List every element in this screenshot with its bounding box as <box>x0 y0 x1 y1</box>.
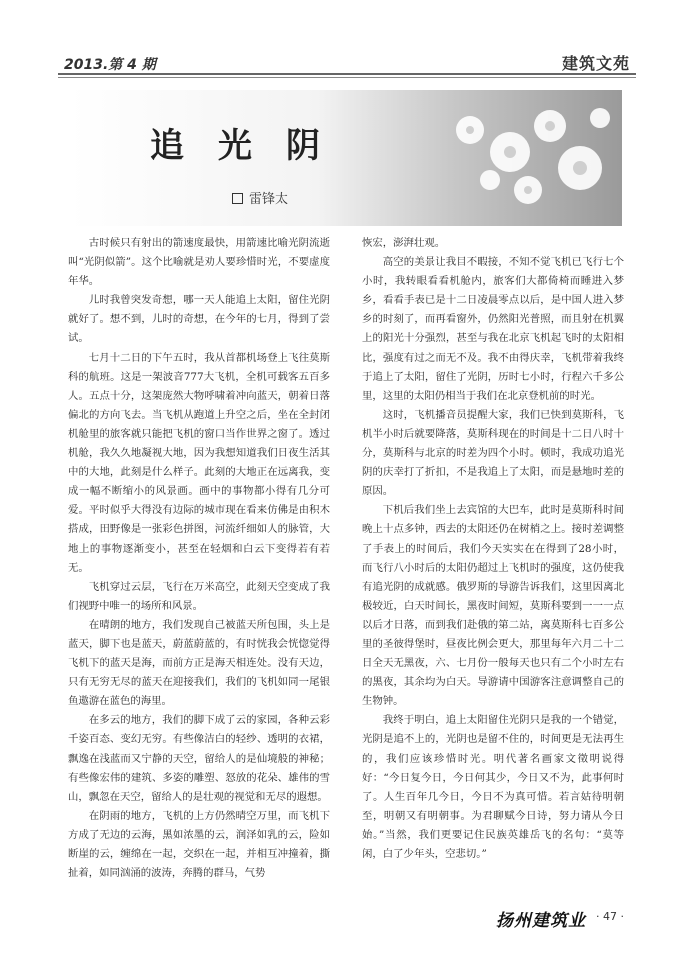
paragraph: 高空的美景让我目不暇接，不知不觉飞机已飞行七个小时，我转眼看看机舱内，旅客们大都倚椅而睡进入梦乡，看看手表已是十二日凌晨零点以后，是中国人进入梦乡的时刻了，而再看窗外，仍然阳光普照，而且射在机翼上的阳光十分强烈，甚至与我在北京飞机起飞时的太阳相比，强度有过之而无不及。我不由得庆幸，飞机带着我终于追上了太阳，留住了光阴，历时七小时，行程六千多公里，这里的太阳仍相当于我们在北京登机前的时光。 <box>362 256 624 402</box>
square-marker-icon <box>232 193 243 204</box>
issue-label: 2013.第 4 期 <box>64 57 156 73</box>
paragraph-continuation: 恢宏，澎湃壮观。 <box>362 237 446 249</box>
right-column <box>362 234 624 864</box>
masthead-logo: 扬州建筑业 <box>496 911 586 931</box>
paragraph: 七月十二日的下午五时，我从首都机场登上飞往莫斯科的航班。这是一架波音777大飞机，全机可载客五百多人。五点十分，这架庞然大物呼啸着冲向蓝天，朝着日落偏北的方向飞去。当飞机从跑道上升空之后，坐在全封闭机舱里的旅客就只能把飞机的窗口当作世界之窗了。透过机舱，我久久地凝视大地，因为我想知道我们日夜生活其中的大地，此刻是什么样子。此刻的大地正在远离我，变成一幅不断缩小的风景画。画中的事物都小得有几分可爱。平时似乎大得没有边际的城市现在看来仿佛是由积木搭成，田野像是一张彩色拼图，河流纤细如人的脉管，大地上的事物逐渐变小，甚至在轻烟和白云下变得若有若无。 <box>68 351 330 574</box>
paragraph: 飞机穿过云层，飞行在万米高空，此刻天空变成了我们视野中唯一的场所和风景。 <box>68 580 330 612</box>
header-rule <box>58 73 636 75</box>
paragraph: 在晴朗的地方，我们发现自己被蓝天所包围，头上是蓝天，脚下也是蓝天，蔚蓝蔚蓝的，有时恍我会恍惚觉得飞机下的蓝天是海，而前方正是海天相连处。没有天边，只有无穷无尽的蓝天在迎接我们，我们的飞机如同一尾银鱼遨游在蓝色的海里。 <box>68 618 330 708</box>
author-name: 雷锋太 <box>249 192 289 207</box>
paragraph: 下机后我们坐上去宾馆的大巴车，此时是莫斯科时间晚上十点多钟，西去的太阳还仍在树梢之上。接时差调整了手表上的时间后，我们今天实实在在得到了28小时，而飞行八小时后的太阳仍超过上飞机时的强度，这仍使我有追光阴的成就感。俄罗斯的导游告诉我们，这里因离北极较近，白天时间长，黑夜时间短，莫斯科要到一一一点以后才日落，而到我们赴俄的第二站，离莫斯科七百多公里的圣彼得堡时，昼夜比例会更大，那里每年六月二十二日全天无黑夜，六、七月份一般每天也只有二个小时左右的黑夜，其余均为白天。导游请中国游客注意调整自己的生物钟。 <box>362 504 624 708</box>
column-label: 建筑文苑 <box>561 54 630 73</box>
paragraph: 古时候只有射出的箭速度最快，用箭速比喻光阴流逝叫“光阴似箭”。这个比喻就是劝人要珍惜时光，不要虚度年华。 <box>68 237 330 288</box>
paragraph: 在多云的地方，我们的脚下成了云的家园，各种云彩千姿百态、变幻无穷。有些像洁白的轻纱、透明的衣裙，飘逸在浅蓝而又宁静的天空，留给人的是仙境般的神秘；有些像宏伟的建筑、多姿的雕塑、怒放的花朵、雄伟的雪山，飘忽在天空，留给人的是壮观的视觉和无尽的遐想。 <box>68 714 330 803</box>
article-title: 追光阴 <box>150 126 354 166</box>
left-column <box>68 234 330 883</box>
header-rule-thin <box>58 77 636 78</box>
paragraph: 我终于明白，追上太阳留住光阴只是我的一个错觉，光阴是追不上的，光阴也是留不住的，时间更是无法再生的，我们应该珍惜时光。明代著名画家文徵明说得好：“今日复今日，今日何其少，今日又不为，此事何时了。人生百年几今日，今日不为真可惜。若言姑待明朝至，明朝又有明朝事。为君聊赋今日诗，努力请从今日始。”当然，我们更要记住民族英雄岳飞的名句：“莫等闲，白了少年头，空悲切。” <box>362 714 624 860</box>
paragraph: 在阴雨的地方，飞机的上方仍然晴空万里，而飞机下方成了无边的云海，黑如浓墨的云，润泽如乳的云，险如断崖的云，缠绵在一起，交织在一起，并相互冲撞着，撕扯着，如同汹涌的波涛，奔腾的群马，气势 <box>68 809 330 880</box>
paragraph: 儿时我曾突发奇想，哪一天人能追上太阳，留住光阴就好了。想不到，儿时的奇想，在今年的七月，得到了尝试。 <box>68 294 330 345</box>
page-number: · 47 · <box>596 910 624 923</box>
paragraph: 这时，飞机播音员提醒大家，我们已快到莫斯科，飞机半小时后就要降落，莫斯科现在的时间是十二日八时十分，莫斯科与北京的时差为四个小时。顿时，我成功追光阴的庆幸打了折扣，不是我追上了太阳，而是悬地时差的原因。 <box>362 408 624 498</box>
byline <box>232 188 288 207</box>
